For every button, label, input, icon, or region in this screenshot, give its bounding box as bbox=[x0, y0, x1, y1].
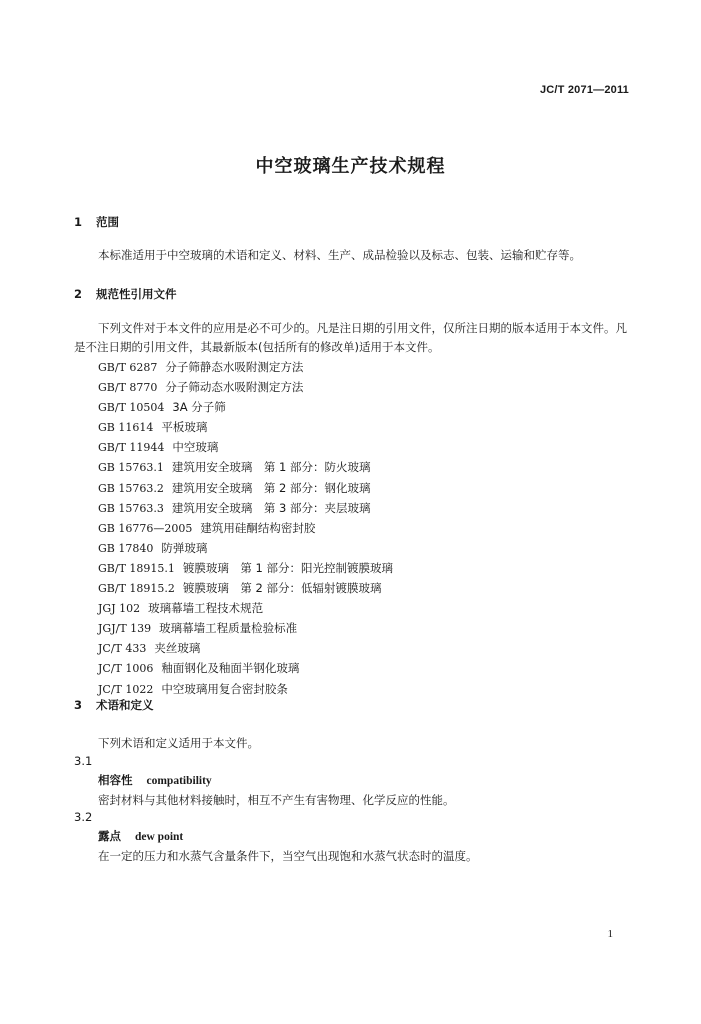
reference-list bbox=[98, 357, 393, 699]
reference-title: 防弹玻璃 bbox=[161, 540, 208, 555]
term-chinese: 相容性 bbox=[98, 773, 133, 787]
clause-number: 3.2 bbox=[74, 810, 93, 824]
reference-title: 镀膜玻璃 第 2 部分：低辐射镀膜玻璃 bbox=[182, 581, 382, 596]
reference-code: GB 15763.3 bbox=[98, 501, 164, 515]
reference-item bbox=[98, 417, 393, 437]
reference-item bbox=[98, 437, 393, 457]
scope-paragraph: 本标准适用于中空玻璃的术语和定义、材料、生产、成品检验以及标志、包装、运输和贮存等。 bbox=[98, 248, 581, 262]
section-3-heading bbox=[74, 697, 154, 713]
term-definition: 密封材料与其他材料接触时，相互不产生有害物理、化学反应的性能。 bbox=[98, 793, 455, 807]
reference-code: GB/T 18915.2 bbox=[98, 582, 175, 596]
reference-title: 釉面钢化及釉面半钢化玻璃 bbox=[161, 661, 300, 676]
section-2-heading bbox=[74, 286, 177, 302]
section-number: 1 bbox=[74, 215, 83, 229]
reference-item bbox=[98, 598, 393, 618]
clause-number: 3.1 bbox=[74, 754, 93, 768]
term-english: dew point bbox=[135, 831, 184, 843]
reference-code: GB/T 6287 bbox=[98, 361, 158, 374]
reference-code: GB/T 11944 bbox=[98, 441, 165, 455]
section-number: 2 bbox=[74, 287, 83, 301]
reference-code: GB 15763.1 bbox=[98, 461, 164, 475]
reference-title: 镀膜玻璃 第 1 部分：阳光控制镀膜玻璃 bbox=[182, 560, 394, 575]
term-entry bbox=[98, 772, 212, 788]
reference-code: GB/T 10504 bbox=[98, 401, 165, 415]
reference-item bbox=[98, 478, 393, 498]
section-1-heading bbox=[74, 214, 119, 230]
reference-title: 建筑用安全玻璃 第 1 部分：防火玻璃 bbox=[171, 460, 371, 475]
reference-title: 分子筛动态水吸附测定方法 bbox=[165, 380, 304, 395]
reference-item bbox=[98, 538, 393, 558]
standard-code: JC/T 2071—2011 bbox=[539, 84, 629, 96]
term-english: compatibility bbox=[146, 775, 212, 787]
reference-item bbox=[98, 457, 393, 477]
reference-code: JC/T 1022 bbox=[98, 682, 154, 696]
reference-code: JC/T 433 bbox=[98, 642, 147, 656]
reference-code: GB 11614 bbox=[98, 421, 154, 435]
reference-title: 中空玻璃用复合密封胶条 bbox=[161, 681, 288, 696]
reference-item bbox=[98, 658, 393, 678]
term-entry bbox=[98, 828, 183, 844]
reference-item bbox=[98, 518, 393, 538]
section-title: 术语和定义 bbox=[96, 698, 154, 712]
reference-code: GB/T 8770 bbox=[98, 381, 158, 395]
reference-title: 平板玻璃 bbox=[161, 420, 208, 435]
reference-title: 分子筛静态水吸附测定方法 bbox=[165, 360, 304, 374]
reference-code: GB/T 18915.1 bbox=[98, 561, 175, 575]
reference-item bbox=[98, 498, 393, 518]
reference-code: JC/T 1006 bbox=[98, 662, 154, 676]
document-title: 中空玻璃生产技术规程 bbox=[255, 156, 446, 177]
reference-code: GB 17840 bbox=[98, 541, 154, 555]
reference-title: 建筑用安全玻璃 第 2 部分：钢化玻璃 bbox=[171, 480, 371, 495]
section-number: 3 bbox=[74, 698, 83, 712]
section-3-intro bbox=[74, 734, 634, 753]
reference-code: JGJ 102 bbox=[98, 602, 141, 616]
reference-item bbox=[98, 618, 393, 638]
term-definition: 在一定的压力和水蒸气含量条件下，当空气出现饱和水蒸气状态时的温度。 bbox=[98, 849, 478, 863]
reference-title: 中空玻璃 bbox=[172, 440, 219, 455]
page-number: 1 bbox=[607, 928, 613, 940]
references-intro-paragraph: 下列文件对于本文件的应用是必不可少的。凡是注日期的引用文件，仅所注日期的版本适用于本文件。凡是不注日期的引用文件，其最新版本(包括所有的修改单)适用于本文件。 bbox=[74, 321, 627, 354]
reference-title: 3A 分子筛 bbox=[172, 400, 226, 415]
reference-title: 玻璃幕墙工程质量检验标准 bbox=[159, 621, 298, 636]
reference-title: 玻璃幕墙工程技术规范 bbox=[148, 601, 264, 616]
reference-item bbox=[98, 377, 393, 397]
reference-item bbox=[98, 397, 393, 417]
reference-title: 建筑用安全玻璃 第 3 部分：夹层玻璃 bbox=[171, 500, 371, 515]
reference-item bbox=[98, 679, 393, 699]
reference-item bbox=[98, 558, 393, 578]
section-title: 范围 bbox=[96, 215, 119, 229]
terms-intro-paragraph: 下列术语和定义适用于本文件。 bbox=[98, 736, 259, 750]
reference-title: 建筑用硅酮结构密封胶 bbox=[200, 520, 316, 535]
reference-code: GB 15763.2 bbox=[98, 481, 164, 495]
section-2-intro bbox=[74, 319, 634, 357]
term-chinese: 露点 bbox=[98, 829, 121, 843]
reference-item bbox=[98, 638, 393, 658]
reference-item bbox=[98, 578, 393, 598]
reference-title: 夹丝玻璃 bbox=[154, 641, 201, 656]
section-1-text bbox=[74, 246, 634, 265]
reference-code: GB 16776—2005 bbox=[98, 521, 193, 535]
reference-code: JGJ/T 139 bbox=[98, 622, 152, 636]
reference-item bbox=[98, 357, 393, 377]
section-title: 规范性引用文件 bbox=[96, 287, 177, 301]
